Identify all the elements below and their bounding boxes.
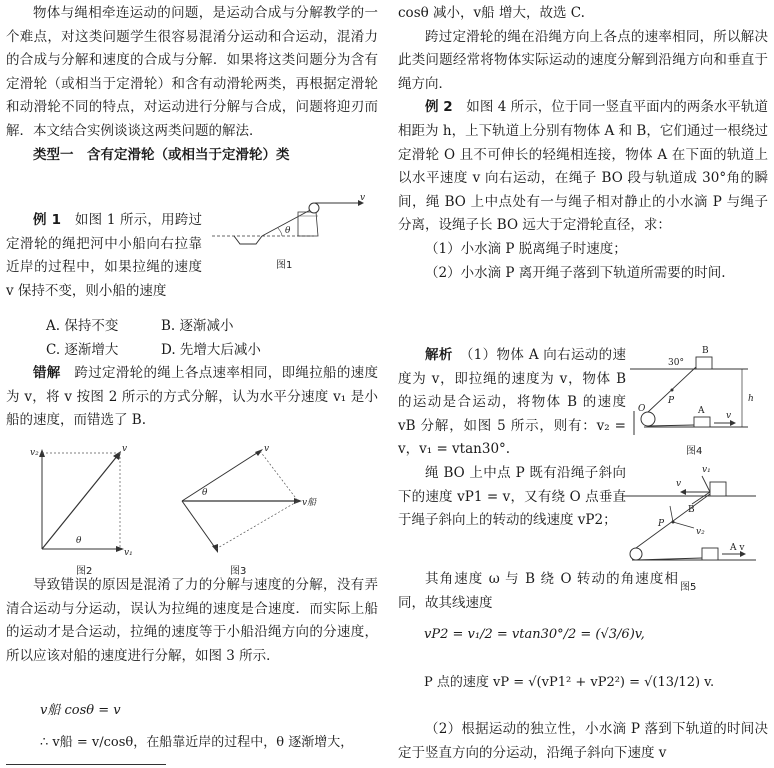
point-p <box>671 389 674 392</box>
figure-1-caption: 图1 <box>276 260 293 271</box>
label-p: P <box>668 396 675 406</box>
figure-4-caption: 图4 <box>686 446 703 457</box>
pulley-o <box>641 412 655 426</box>
river-bank <box>298 212 318 236</box>
figure-2-caption: 图2 <box>76 566 93 577</box>
v-rope-vector <box>182 451 260 501</box>
wrong-solution-paragraph <box>6 362 378 433</box>
label-v1-5: v₁ <box>702 465 711 475</box>
v-perp-vector <box>182 501 216 549</box>
continued-line: cosθ 减小，v船 增大，故选 C. <box>398 5 585 21</box>
option-a: A. 保持不变 <box>46 318 119 334</box>
last-paragraph: （2）根据运动的独立性，小水滴 P 落到下轨道的时间决定于竖直方向的分运动，沿绳子斜向下速度 v <box>398 721 768 761</box>
figure-3-caption: 图3 <box>230 566 247 577</box>
figure-2 <box>30 444 150 558</box>
example1-paragraph <box>6 209 202 303</box>
angle-label: 30° <box>668 358 684 368</box>
option-d: D. 先增大后减小 <box>161 342 261 358</box>
label-v-5: v <box>676 479 682 489</box>
rope-oa <box>648 425 694 426</box>
velocity-label: v <box>360 193 366 203</box>
cause-paragraph: 导致错误的原因是混淆了力的分解与速度的分解，没有弄清合运动与分运动，误认为拉绳的速度是合速度．而实际上船的运动才是合运动，拉绳的速度等于小船沿绳方向的分速度，所以应该对船的速度进行分解，如图 3 所示． <box>6 577 378 664</box>
option-b: B. 逐渐减小 <box>161 318 234 334</box>
label-p-5: P <box>658 519 665 529</box>
point-p-paragraph: 绳 BO 上中点 P 既有沿绳子斜向下的速度 vP1 = v，又有绕 O 点垂直于绳子斜向上的转动的线速度 vP2； <box>398 464 626 529</box>
options-row-2 <box>6 338 378 362</box>
v-label: v <box>122 444 128 454</box>
footnote-rule <box>6 764 166 765</box>
label-b: B <box>702 346 709 356</box>
omega-paragraph: 其角速度 ω 与 B 绕 O 转动的角速度相同，故其线速度 <box>398 571 678 611</box>
equation-vp2: vP2 = v₁/2 = vtan30°/2 = (√3/6)v, <box>424 627 645 642</box>
example2-paragraph <box>398 96 768 238</box>
wrong-solution-text: 跨过定滑轮的绳上各点速率相同，即绳拉船的速度为 v，将 v 按图 2 所示的方式分解，认为水平分速度 v₁ 是小船的速度，而错选了 B. <box>6 365 378 429</box>
label-h: h <box>748 394 754 404</box>
block-a-5 <box>702 548 718 560</box>
v-label-3: v <box>264 444 270 454</box>
pulley-o-5 <box>630 548 642 560</box>
intro-paragraph: 物体与绳相牵连运动的问题，是运动合成与分解教学的一个难点，对这类问题学生很容易混淆分运动和合运动，混淆力的合成与分解和速度的合成与分解．如果将这类问题分为含有定滑轮（或相当于定滑轮）和含有动滑轮两类，再根据定滑轮和动滑轮不同的特点，对运动进行分解与合成，问题将迎刃而解．本文结合实例谈谈这两类问题的解法． <box>6 5 378 139</box>
block-b <box>696 357 712 369</box>
example2-label: 例 2 <box>425 99 453 116</box>
solution-label: 解析 <box>425 347 453 363</box>
block-b-5 <box>710 482 726 496</box>
v-boat-label: v船 <box>302 498 317 508</box>
options-row-1 <box>6 314 378 338</box>
type1-heading-text: 类型一 含有定滑轮（或相当于定滑轮）类 <box>33 146 290 163</box>
theta-label-2: θ <box>76 536 82 546</box>
wrong-solution-label: 错解 <box>33 365 61 381</box>
solution-paragraph <box>398 344 626 462</box>
v1-label: v₁ <box>124 548 133 558</box>
label-a-5: A v <box>730 543 745 553</box>
label-v2-5: v₂ <box>696 527 705 537</box>
example2-text: 如图 4 所示，位于同一竖直平面内的两条水平轨道相距为 h，上下轨道上分别有物体 A 和 B，它们通过一根绕过定滑轮 O 且不可伸长的轻绳相连接，物体 A 在下面的轨道上以水平速度 v 向右运动，在绳子 BO 段与轨道成 30°角的瞬间，绳 BO 上中点处有一与绳子相对静止的小水滴 P 与绳子分离，设绳子长 BO 远大于定滑轮直径，求： <box>398 99 769 234</box>
example1-label: 例 1 <box>33 212 62 228</box>
label-v: v <box>726 411 732 421</box>
example1-text: 如图 1 所示，用跨过定滑轮的绳把河中小船向右拉靠近岸的过程中，如果拉绳的速度 v 保持不变，则小船的速度 <box>6 212 203 299</box>
v-vector <box>42 455 118 549</box>
type1-heading <box>6 144 378 168</box>
solution-text: （1）物体 A 向右运动的速度为 v，即拉绳的速度为 v，物体 B 的运动是合运动，将物体 B 的速度 vB 分解，如图 5 所示，则有：v₂ = v，v₁ = vtan30°. <box>398 347 627 458</box>
rope-paragraph: 跨过定滑轮的绳在沿绳方向上各点的速率相同，所以解决此类问题经常将物体实际运动的速度分解到沿绳方向和垂直于绳方向． <box>398 28 768 92</box>
label-b-5: B <box>688 505 695 515</box>
v2-label: v₂ <box>30 448 39 458</box>
option-c: C. 逐渐增大 <box>46 342 119 358</box>
theta-label: θ <box>285 226 291 236</box>
equation-vp: P 点的速度 vP = √(vP1² + vP2²) = √(13/12) v. <box>424 675 715 690</box>
label-o: O <box>638 404 646 414</box>
v1-vector-5 <box>702 476 710 492</box>
figure-4 <box>630 345 766 437</box>
figure-3 <box>176 445 326 555</box>
v2-vector-5 <box>692 492 710 504</box>
equation-2: ∴ v船 = v/cosθ，在船靠近岸的过程中，θ 逐渐增大， <box>40 735 354 750</box>
block-a <box>694 417 710 427</box>
equation-1: v船 cosθ = v <box>40 703 121 718</box>
pulley <box>309 203 319 213</box>
theta-label-3: θ <box>202 488 208 498</box>
question-2: （2）小水滴 P 离开绳子落到下轨道所需要的时间. <box>425 264 726 281</box>
question-1: （1）小水滴 P 脱离绳子时速度； <box>425 240 627 257</box>
figure-5-caption: 图5 <box>680 582 697 593</box>
boat <box>234 236 262 244</box>
figure-5 <box>616 456 766 570</box>
label-a: A <box>698 406 705 416</box>
